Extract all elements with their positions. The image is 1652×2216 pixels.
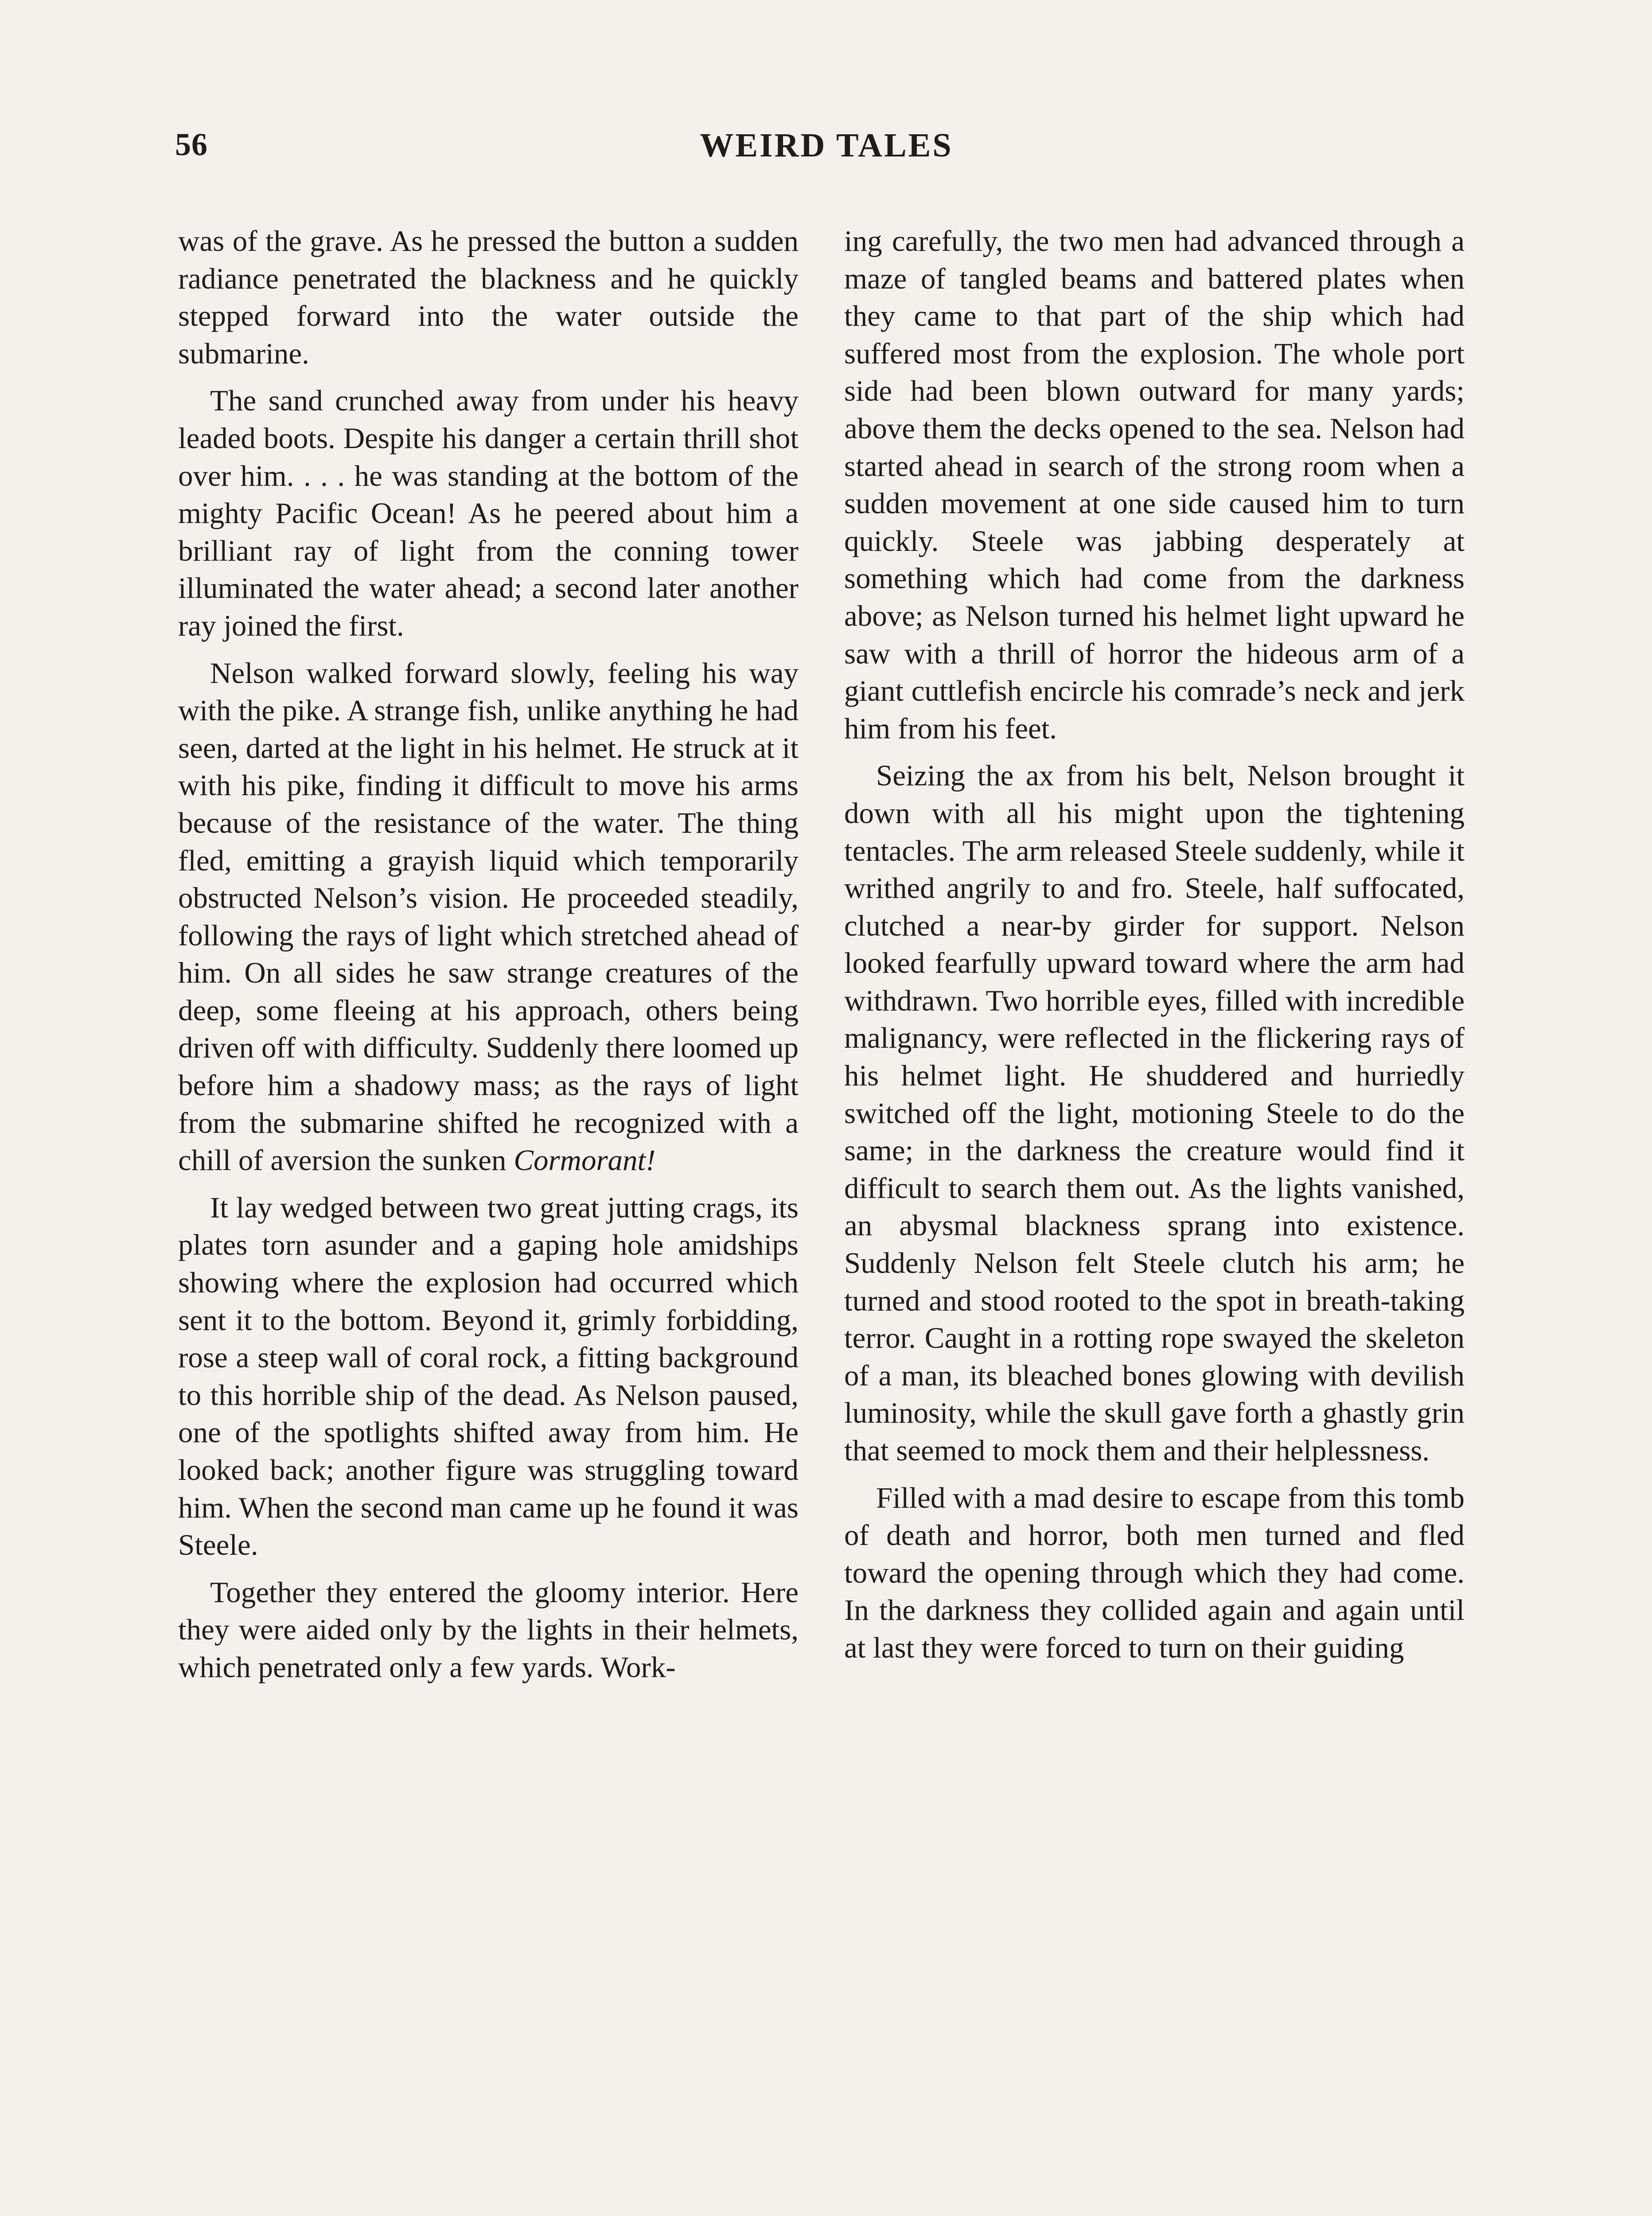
paragraph-text: It lay wedged between two great jutting crags, its plates torn asunder and a gaping hole amidships showing where the explosion had occurred which sent it to the bottom. Beyond it, grimly forbidding, rose a steep wall of coral rock, a fitting background to this horrible ship of the dead. As Nelson paused, one of the spotlights shifted away from him. He looked back; another figure was struggling toward him. When the second man came up he found it was Steele. [178,1191,799,1562]
paragraph-text: The sand crunched away from under his heavy leaded boots. Despite his danger a certain thrill shot over him. . . . he was standing at the bottom of the mighty Pacific Ocean! As he peered about him a brilliant ray of light from the conning tower illuminated the water ahead; a second later another ray joined the first. [178,384,799,642]
paragraph [178,382,799,644]
page-header [175,126,1478,175]
right-text-column [844,222,1465,1677]
paragraph-text: Together they entered the gloomy interior. Here they were aided only by the lights in their helmets, which penetrated only a few yards. Work- [178,1576,799,1684]
paragraph [844,1479,1465,1667]
running-title: WEIRD TALES [700,127,953,164]
paragraph-text: Seizing the ax from his belt, Nelson brought it down with all his might upon the tightening tentacles. The arm released Steele suddenly, while it writhed angrily to and fro. Steele, half suffocated, clutched a near-by girder for support. Nelson looked fearfully upward toward where the arm had withdrawn. Two horrible eyes, filled with incredible malignancy, were reflected in the flickering rays of his helmet light. He shuddered and hurriedly switched off the light, motioning Steele to do the same; in the darkness the creature would find it difficult to search them out. As the lights vanished, an abysmal blackness sprang into existence. Suddenly Nelson felt Steele clutch his arm; he turned and stood rooted to the spot in breath-taking terror. Caught in a rotting rope swayed the skeleton of a man, its bleached bones glowing with devilish luminosity, while the skull gave forth a ghastly grin that seemed to mock them and their helplessness. [844,759,1465,1467]
paragraph [178,1189,799,1564]
ship-name-emphasis: Cormorant! [514,1144,656,1177]
paragraph [178,655,799,1179]
paragraph [178,222,799,372]
paragraph-text: Nelson walked forward slowly, feeling his way with the pike. A strange fish, unlike anything he had seen, darted at the light in his helmet. He struck at it with his pike, finding it difficult to move his arms because of the resistance of the water. The thing fled, emitting a grayish liquid which temporarily obstructed Nelson’s vision. He proceeded steadily, following the rays of light which stretched ahead of him. On all sides he saw strange creatures of the deep, some fleeing at his approach, others being driven off with difficulty. Suddenly there loomed up before him a shadowy mass; as the rays of light from the submarine shifted he recognized with a chill of aversion the sunken [178,656,799,1177]
paragraph [844,757,1465,1469]
paragraph [178,1574,799,1686]
left-text-column [178,222,799,1696]
paragraph-text: Filled with a mad desire to escape from this tomb of death and horror, both men turned and fled toward the opening through which they had come. In the darkness they collided again and again until at last they were forced to turn on their guiding [844,1481,1465,1664]
page-number: 56 [175,127,208,162]
paragraph-text: ing carefully, the two men had advanced through a maze of tangled beams and battered plates when they came to that part of the ship which had suffered most from the explosion. The whole port side had been blown outward for many yards; above them the decks opened to the sea. Nelson had started ahead in search of the strong room when a sudden movement at one side caused him to turn quickly. Steele was jabbing desperately at something which had come from the darkness above; as Nelson turned his helmet light upward he saw with a thrill of horror the hideous arm of a giant cuttlefish encircle his comrade’s neck and jerk him from his feet. [844,225,1465,745]
paragraph [844,222,1465,747]
paragraph-text: was of the grave. As he pressed the button a sudden radiance penetrated the blackness and he quickly stepped forward into the water outside the submarine. [178,225,799,370]
